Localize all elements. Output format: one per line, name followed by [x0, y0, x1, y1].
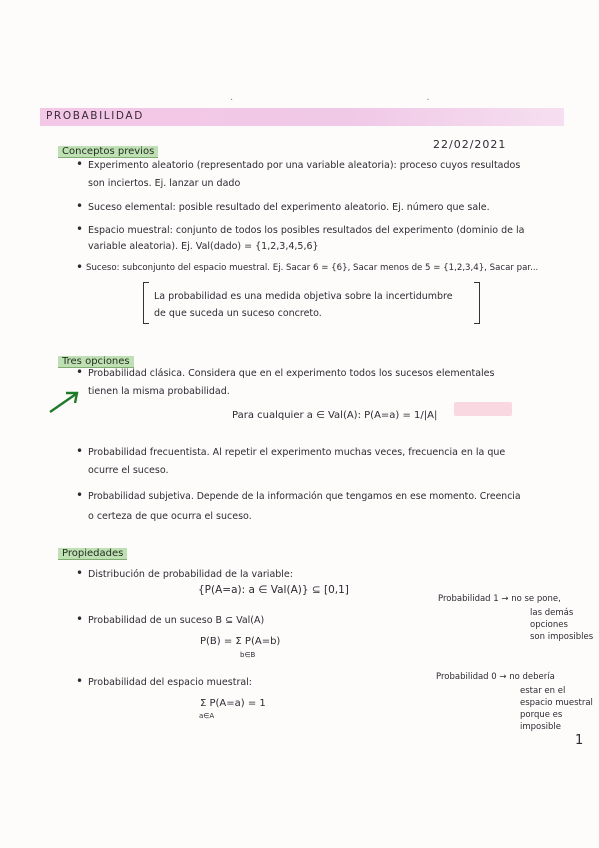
formula-subscript: a∈A [199, 712, 215, 720]
side-note: imposible [520, 722, 562, 732]
formula-subscript: b∈B [240, 651, 256, 659]
page-title: PROBABILIDAD [46, 110, 144, 122]
page-number: 1 [575, 733, 584, 748]
list-item: Probabilidad de un suceso B ⊆ Val(A) [88, 615, 265, 626]
notebook-page: · · PROBABILIDAD 22/02/2021 Conceptos previos • Experimento aleatorio (representado por una variable aleatoria): proceso cuyos resultados son inciertos. Ej. lanzar un dado • Suceso elemental: posible resultado del experimento aleatorio. Ej. número que sale. • Espacio muestral: conjunto de todos los posibles resultados del experimento (dominio de la variable aleatoria). Ej. Val(dado) = {1,2,3,4,5,6} • Suceso: subconjunto del espacio muestral. Ej. Sacar 6 = {6}, Sacar menos de 5 = {1,2,3,4}, Sacar par... La probabilidad es una medida objetiva sobre la incertidumbre de que suceda un suceso concreto. Tres opciones • Probabilidad clásica. Considera que en el experimento todos los sucesos elementales tienen la misma probabilidad. Para cualquier a ∈ Val(A): P(A=a) = 1/|A| • Probabilidad frecuentista. Al repetir el experimento muchas veces, frecuencia en la que ocurre el suceso. • Probabilidad subjetiva. Depende de la información que tengamos en ese momento. Creencia o certeza de que ocurra el suceso. Propiedades • Distribución de probabilidad de la variable: {P(A=a): a ∈ Val(A)} ⊆ [0,1] Probabilidad 1 → no se pone, las demás opciones son imposibles • Probabilidad de un suceso B ⊆ Val(A) P(B) = Σ P(A=b) b∈B • Probabilidad del espacio muestral: Σ P(A=a) = 1 a∈A Probabilidad 0 → no debería estar en el espacio muestral porque es imposible 1 [0, 0, 599, 848]
list-item: Probabilidad clásica. Considera que en el experimento todos los sucesos elementales [88, 368, 495, 379]
formula-clasica: Para cualquier a ∈ Val(A): P(A=a) = 1/|A| [232, 410, 438, 421]
list-item: Probabilidad del espacio muestral: [88, 677, 253, 688]
list-item: son inciertos. Ej. lanzar un dado [88, 178, 241, 189]
formula-distribucion: {P(A=a): a ∈ Val(A)} ⊆ [0,1] [198, 584, 349, 596]
definition-line: de que suceda un suceso concreto. [154, 308, 322, 319]
list-item: Experimento aleatorio (representado por una variable aleatoria): proceso cuyos resultados [88, 160, 521, 171]
definition-line: La probabilidad es una medida objetiva sobre la incertidumbre [154, 291, 453, 302]
list-item: ocurre el suceso. [88, 465, 169, 476]
section-heading-propiedades: Propiedades [58, 541, 127, 560]
side-note: Probabilidad 1 → no se pone, [438, 594, 561, 604]
side-note: opciones [530, 620, 568, 630]
list-item: Suceso elemental: posible resultado del experimento aleatorio. Ej. número que sale. [88, 202, 490, 213]
side-note: porque es [520, 710, 563, 720]
side-note: estar en el [520, 686, 566, 696]
formula-espacio: Σ P(A=a) = 1 [200, 698, 266, 709]
section-heading-conceptos: Conceptos previos [58, 139, 158, 158]
pink-annotation [454, 402, 512, 416]
arrow-icon [44, 388, 84, 418]
list-item: Espacio muestral: conjunto de todos los posibles resultados del experimento (dominio de la [88, 225, 525, 236]
list-item: Probabilidad frecuentista. Al repetir el experimento muchas veces, frecuencia en la que [88, 447, 506, 458]
side-note: son imposibles [530, 632, 594, 642]
list-item: tienen la misma probabilidad. [88, 386, 230, 397]
binder-holes: · · [230, 95, 525, 106]
section-heading-opciones: Tres opciones [58, 349, 134, 368]
formula-suceso: P(B) = Σ P(A=b) [200, 636, 281, 647]
side-note: Probabilidad 0 → no debería [436, 672, 555, 682]
side-note: espacio muestral [520, 698, 593, 708]
list-item: Distribución de probabilidad de la variable: [88, 569, 293, 580]
side-note: las demás [530, 608, 574, 618]
list-item: Suceso: subconjunto del espacio muestral. Ej. Sacar 6 = {6}, Sacar menos de 5 = {1,2,3,4}, Sacar par... [86, 263, 539, 273]
date: 22/02/2021 [433, 138, 507, 151]
list-item: o certeza de que ocurra el suceso. [88, 511, 252, 522]
list-item: Probabilidad subjetiva. Depende de la información que tengamos en ese momento. Creencia [88, 491, 521, 502]
list-item: variable aleatoria). Ej. Val(dado) = {1,2,3,4,5,6} [88, 241, 319, 252]
